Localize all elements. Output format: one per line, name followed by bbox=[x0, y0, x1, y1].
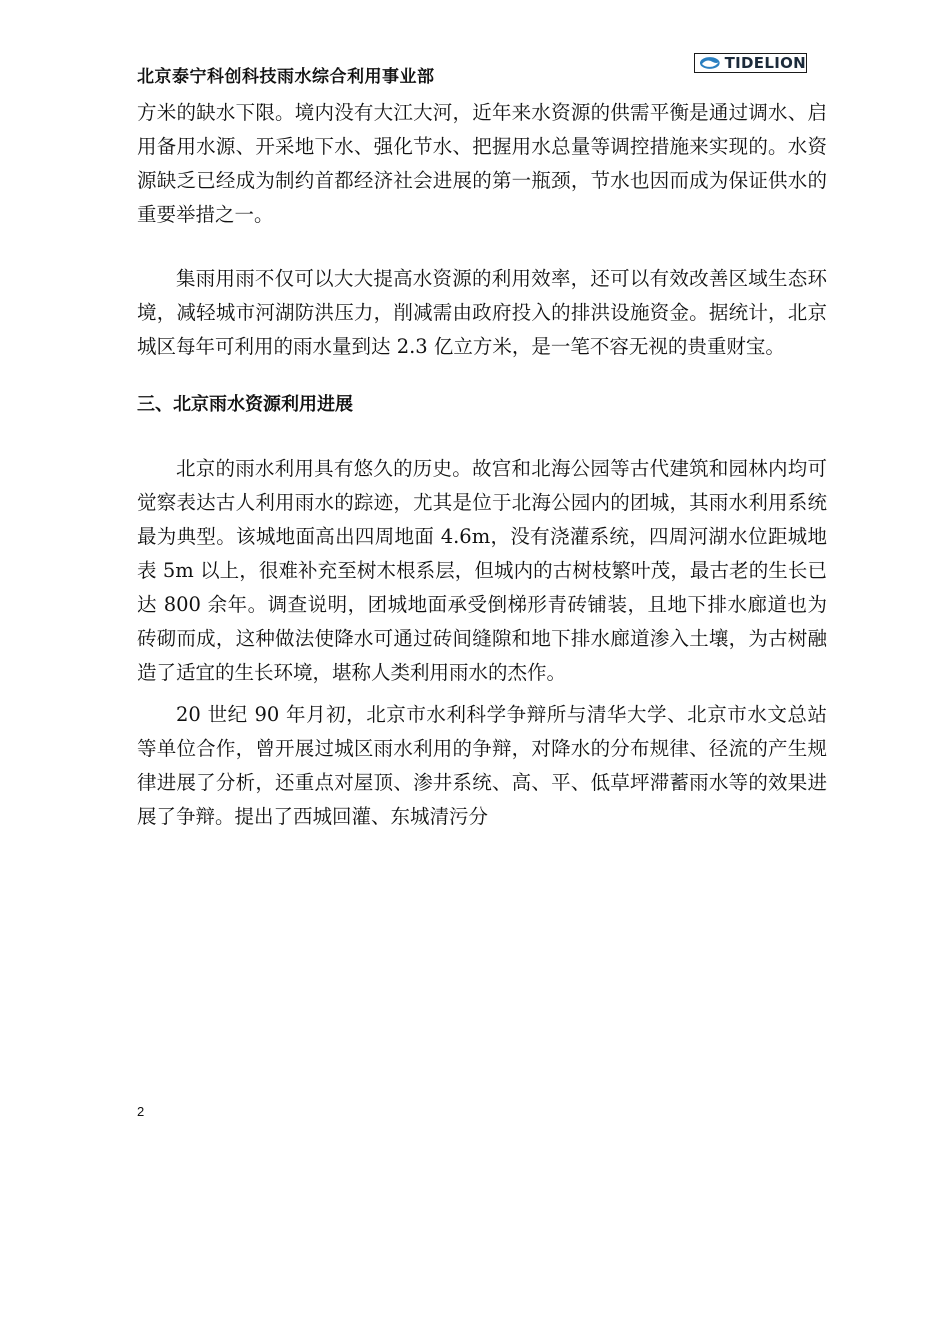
company-logo bbox=[694, 53, 807, 73]
paragraph: 北京的雨水利用具有悠久的历史。故宫和北海公园等古代建筑和园林内均可觉察表达古人利用雨水的踪迹，尤其是位于北海公园内的团城，其雨水利用系统最为典型。该城地面高出四周地面 4.6m，没有浇灌系统，四周河湖水位距城地表 5m 以上，很难补充至树木根系层，但城内的古树枝繁叶茂，最古老的生长已达 800 余年。调查说明，团城地面承受倒梯形青砖铺装，且地下排水廊道也为砖砌而成，这种做法使降水可通过砖间缝隙和地下排水廊道渗入土壤，为古树融造了适宜的生长环境，堪称人类利用雨水的杰作。 bbox=[137, 457, 827, 684]
tidelion-logo-icon bbox=[699, 56, 721, 70]
section-heading: 三、北京雨水资源利用进展 bbox=[137, 394, 353, 415]
header-title: 北京泰宁科创科技雨水综合利用事业部 bbox=[137, 67, 435, 87]
paragraph: 集雨用雨不仅可以大大提高水资源的利用效率，还可以有效改善区域生态环境，减轻城市河湖防洪压力，削减需由政府投入的排洪设施资金。据统计，北京城区每年可利用的雨水量到达 2.3 亿立方米，是一笔不容无视的贵重财宝。 bbox=[137, 267, 827, 358]
page-number: 2 bbox=[137, 1104, 145, 1119]
document-body bbox=[137, 96, 827, 834]
paragraph: 20 世纪 90 年月初，北京市水利科学争辩所与清华大学、北京市水文总站等单位合作，曾开展过城区雨水利用的争辩，对降水的分布规律、径流的产生规律进展了分析，还重点对屋顶、渗井系统、高、平、低草坪滞蓄雨水等的效果进展了争辩。提出了西城回灌、东城清污分 bbox=[137, 703, 827, 828]
paragraph: 方米的缺水下限。境内没有大江大河，近年来水资源的供需平衡是通过调水、启用备用水源、开采地下水、强化节水、把握用水总量等调控措施来实现的。水资源缺乏已经成为制约首都经济社会进展的第一瓶颈，节水也因而成为保证供水的重要举措之一。 bbox=[137, 101, 827, 226]
logo-text: TIDELION bbox=[724, 54, 806, 72]
